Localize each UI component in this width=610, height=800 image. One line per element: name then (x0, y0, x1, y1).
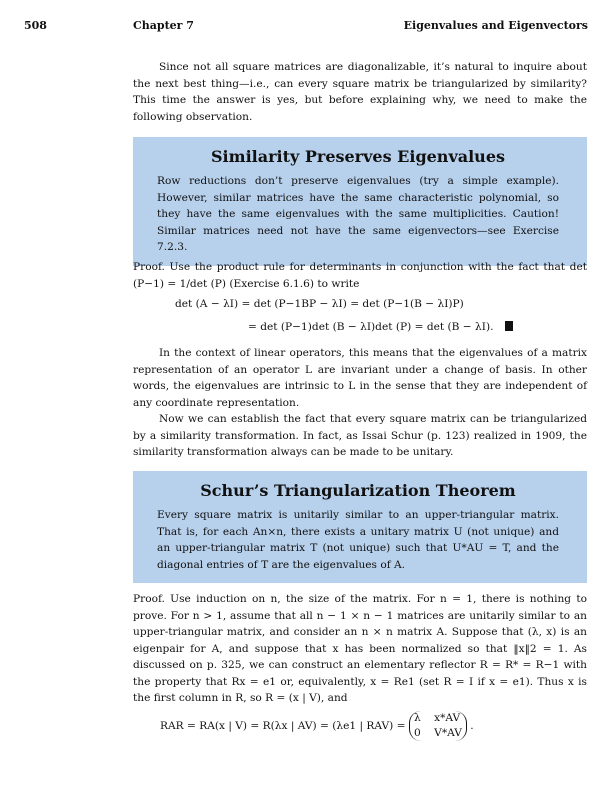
qed-icon (505, 321, 513, 331)
operators-text: In the context of linear operators, this means that the eigenvalues of a matrix representation of an operator L are invariant under a change of basis. In other words, the eigenvalues are intrinsic to L in the sense that they are independent of any coordinate representation. (133, 347, 587, 409)
matrix-entry: λ (413, 712, 421, 724)
matrix-entry: x*AV (434, 712, 461, 724)
proof-text: Proof. Use induction on n, the size of the matrix. For n = 1, there is nothing to prove. For n > 1, assume that all n − 1 × n − 1 matrices are unitarily similar to an upper-triangular matrix, and consider an n × n matrix A. Suppose that (λ, x) is an eigenpair for A, and suppose that x has been normalized so that ‖x‖2 = 1. As discussed on p. 325, we can construct an elementary reflector R = R* = R−1 with the property that Rx = e1 or, equivalently, x = Re1 (set R = I if x = e1). Thus x is the first column in R, so R = (x | V), and (133, 593, 587, 704)
chapter-label: Chapter 7 (133, 19, 194, 32)
block-matrix (409, 711, 467, 741)
equation-line-2-text: = det (P−1)det (B − λI)det (P) = det (B − λI). (248, 321, 494, 333)
proof-2 (133, 591, 587, 707)
page-number: 508 (24, 19, 47, 32)
equation-end: . (470, 720, 474, 732)
similarity-theorem-box (133, 137, 587, 266)
intro-paragraph (133, 59, 587, 125)
equation-lhs: RAR = RA(x | V) = R(λx | AV) = (λe1 | RAV) = (160, 720, 406, 732)
matrix-entry: 0 (413, 727, 421, 739)
proof-1 (133, 259, 587, 292)
section-title: Eigenvalues and Eigenvectors (403, 19, 588, 32)
equation-line-2 (248, 321, 513, 333)
block-matrix-equation (160, 711, 474, 741)
equation-line-1: det (A − λI) = det (P−1BP − λI) = det (P−1(B − λI)P) (175, 298, 464, 310)
proof-text: Proof. Use the product rule for determinants in conjunction with the fact that det (P−1) = 1/det (P) (Exercise 6.1.6) to write (133, 261, 587, 290)
box-title: Schur’s Triangularization Theorem (200, 481, 516, 500)
matrix-entry: V*AV (434, 727, 462, 739)
box-title: Similarity Preserves Eigenvalues (211, 147, 505, 166)
schur-theorem-box (133, 471, 587, 583)
box-text: Every square matrix is unitarily similar to an upper-triangular matrix. That is, for each An×n, there exists a unitary matrix U (not unique) and an upper-triangular matrix T (not unique) such that U*AU = T, and the diagonal entries of T are the eigenvalues of A. (157, 509, 559, 571)
schur-intro-text: Now we can establish the fact that every square matrix can be triangularized by a similarity transformation. In fact, as Issai Schur (p. 123) realized in 1909, the similarity transformation always can be made to be unitary. (133, 413, 587, 458)
box-text: Row reductions don’t preserve eigenvalues (try a simple example). However, similar matrices have the same characteristic polynomial, so they have the same eigenvalues with the same multiplicities. Caution! Similar matrices need not have the same eigenvectors—see Exercise 7.2.3. (157, 175, 559, 253)
intro-text: Since not all square matrices are diagonalizable, it’s natural to inquire about the next best thing—i.e., can every square matrix be triangularized by similarity? This time the answer is yes, but before explaining why, we need to make the following observation. (133, 61, 587, 123)
operators-paragraph (133, 345, 587, 461)
